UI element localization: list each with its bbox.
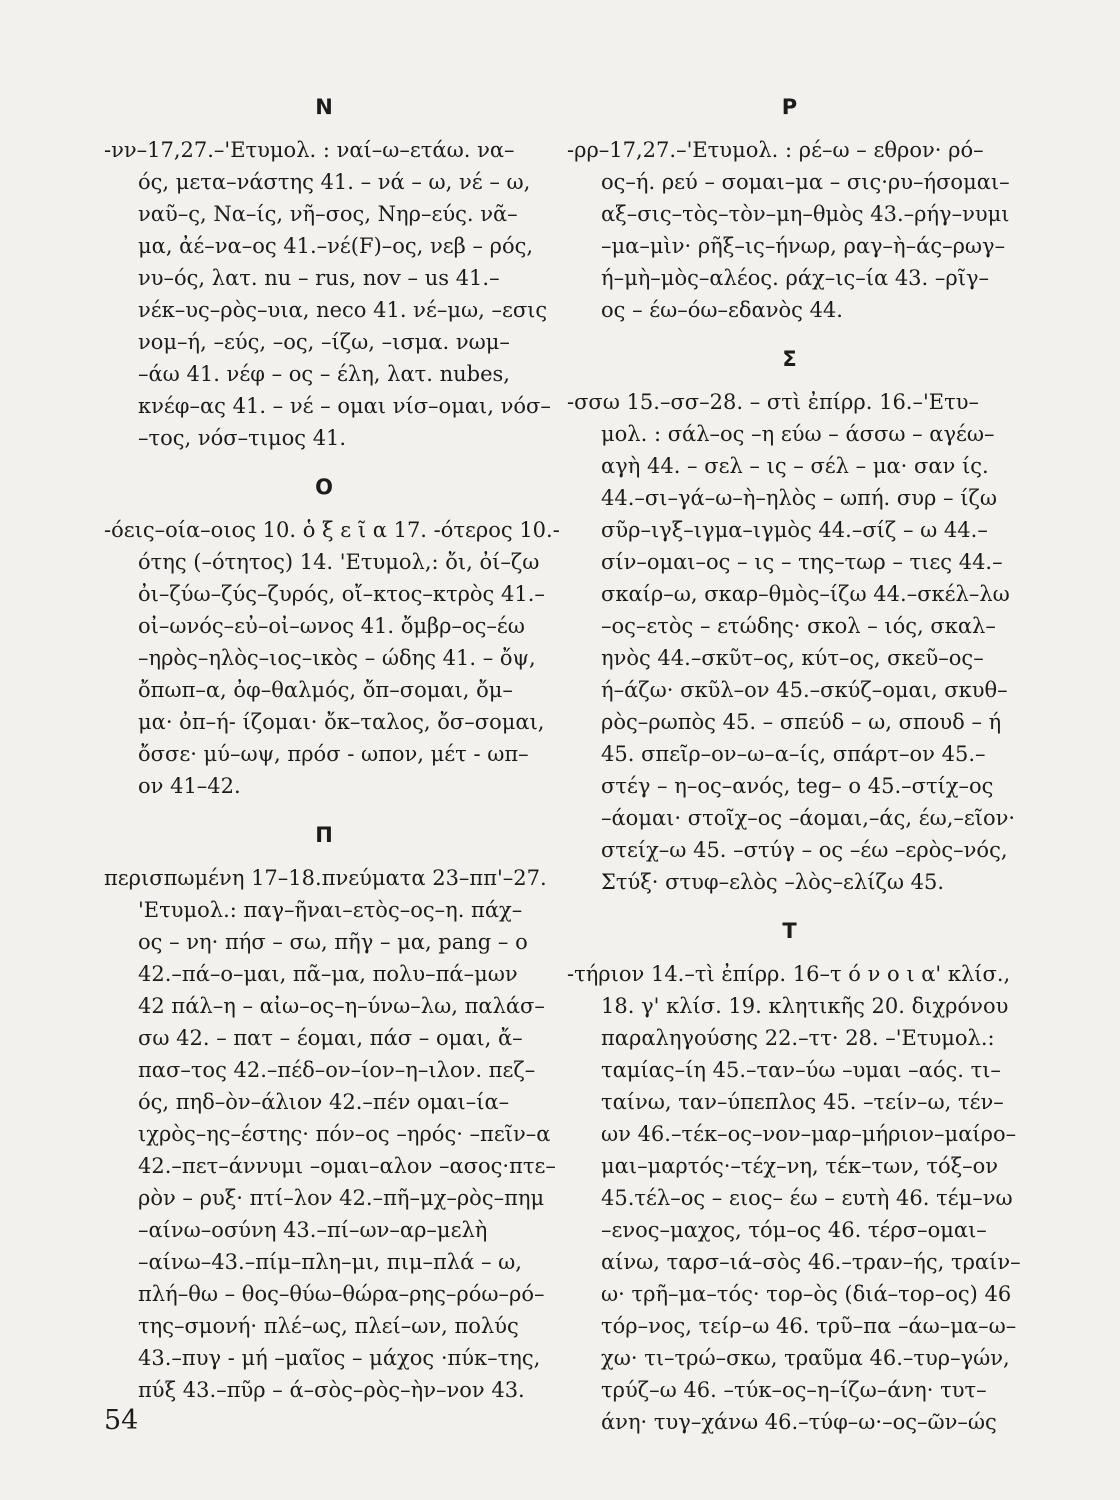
text-line: στέγ – η–ος–ανός, teg– o 45.–στίχ–ος (601, 774, 994, 798)
section-omicron-text (104, 514, 560, 802)
text-line: περισπωμένη 17–18.πνεύματα 23–ππ'–27. (104, 866, 547, 890)
text-line: μα· ὀπ–ή- ίζομαι· ὄκ–ταλος, ὄσ–σομαι, (138, 710, 545, 734)
text-line: -όεις–οία–οιος 10. ὁ ξ ε ῖ α 17. -ότερος 10.- (104, 518, 560, 542)
text-line: 42.–πετ–άννυμι –ομαι–αλον –ασος·πτε– (138, 1154, 556, 1178)
text-line: ος–ή. ρεύ – σομαι–μα – σις·ρυ–ήσομαι– (601, 170, 1010, 194)
text-line: –αίνω–οσύνη 43.–πί–ων–αρ–μελὴ (138, 1218, 488, 1242)
text-line: ὄσσε· μύ–ωψ, πρόσ - ωπον, μέτ - ωπ– (138, 742, 529, 766)
text-line: της–σμονή· πλέ–ως, πλεί–ων, πολύς (138, 1314, 519, 1338)
text-line: πύξ 43.–πῦρ – ά–σὸς–ρὸς–ὴν–νον 43. (138, 1378, 525, 1402)
text-line: ός, πηδ–ὸν–άλιον 42.–πέν ομαι–ία– (138, 1090, 510, 1114)
text-line: –μα–μὶν· ρῆξ–ις–ήνωρ, ραγ–ὴ–άς–ρωγ– (601, 234, 1006, 258)
text-line: κνέφ–ας 41. – νέ – ομαι νίσ–ομαι, νόσ– (138, 394, 551, 418)
text-line: -νν–17,27.–'Ετυμολ. : ναί–ω–ετάω. να– (104, 138, 515, 162)
right-column (567, 92, 1021, 1438)
text-line: ω· τρῆ–μα–τός· τορ–ὸς (διά–τορ–ος) 46 (601, 1282, 1012, 1306)
text-line: πλή–θω – θος–θύω–θώρα–ρης–ρόω–ρό– (138, 1282, 545, 1306)
section-rho-text (567, 134, 1012, 326)
text-line: –ηρὸς–ηλὸς–ιος–ικὸς – ώδης 41. – ὄψ, (138, 646, 536, 670)
text-line: –ενος–μαχος, τόμ–ος 46. τέρσ–ομαι– (601, 1218, 987, 1242)
text-line: σω 42. – πατ – έομαι, πάσ – ομαι, ἄ– (138, 1026, 523, 1050)
text-line: ων 46.–τέκ–ος–νον–μαρ–μήριον–μαίρο– (601, 1122, 1017, 1146)
text-line: ος – νη· πήσ – σω, πῆγ – μα, pang – o (138, 930, 528, 954)
text-line: –ος–ετὸς – ετώδης· σκολ – ιός, σκαλ– (601, 614, 996, 638)
text-line: -τήριον 14.–τὶ ἐπίρρ. 16–τ ό ν ο ι α' κλίσ., (567, 962, 1011, 986)
text-line: –αίνω–43.–πίμ–πλη–μι, πιμ–πλά – ω, (138, 1250, 522, 1274)
text-line: –άω 41. νέφ – ος – έλη, λατ. nubes, (138, 362, 510, 386)
section-tau-text (567, 958, 1021, 1438)
text-line: ταίνω, ταν–ύπεπλος 45. –τείν–ω, τέν– (601, 1090, 1004, 1114)
text-line: ότης (–ότητος) 14. 'Ετυμολ,: ὄι, ὀί–ζω (138, 550, 540, 574)
text-line: οἰ–ωνός–εὐ–οἰ–ωνος 41. ὄμβρ–ος–έω (138, 614, 525, 638)
text-line: Στύξ· στυφ–ελὸς –λὸς–ελίζω 45. (601, 870, 945, 894)
text-line: μολ. : σάλ–ος –η εύω – άσσω – αγέω– (601, 422, 995, 446)
text-line: ή–άζω· σκῦλ–ον 45.–σκύζ–ομαι, σκυθ– (601, 678, 1008, 702)
text-line: ὄπωπ–α, ὀφ–θαλμός, ὄπ–σομαι, ὄμ– (138, 678, 513, 702)
section-pi-text (104, 862, 556, 1406)
text-line: 42 πάλ–η – αἰω–ος–η–ύνω–λω, παλάσ– (138, 994, 545, 1018)
text-line: 45. σπεῖρ–ον–ω–α–ίς, σπάρτ–ον 45.– (601, 742, 986, 766)
text-line: 43.–πυγ - μή –μαῖος – μάχος ·πύκ–της, (138, 1346, 541, 1370)
text-line: ταμίας–ίη 45.–ταν–ύω –υμαι –αός. τι– (601, 1058, 1001, 1082)
left-column (104, 92, 560, 1406)
text-line: –τος, νόσ–τιμος 41. (138, 426, 347, 450)
text-line: ή–μὴ–μὸς–αλέος. ράχ–ις–ία 43. –ρῖγ– (601, 266, 990, 290)
text-line: τρύζ–ω 46. –τύκ–ος–η–ίζω–άνη· τυτ– (601, 1378, 987, 1402)
text-line: -ρρ–17,27.–'Ετυμολ. : ρέ–ω – εθρον· ρό– (567, 138, 984, 162)
text-line: ον 41–42. (138, 774, 241, 798)
text-line: -σσω 15.–σσ–28. – στὶ ἐπίρρ. 16.–'Ετυ– (567, 390, 979, 414)
text-line: μα, ἀέ–να–ος 41.–νέ(F)–ος, νεβ – ρός, (138, 234, 534, 258)
text-line: άνη· τυγ–χάνω 46.–τύφ–ω·–ος–ῶν–ώς (601, 1410, 997, 1434)
text-line: σῦρ–ιγξ–ιγμα–ιγμὸς 44.–σίζ – ω 44.– (601, 518, 988, 542)
section-nu-text (104, 134, 551, 454)
section-heading-omicron: Ο (315, 475, 333, 499)
text-line: πασ–τος 42.–πέδ–ον–ίον–η–ιλον. πεζ– (138, 1058, 536, 1082)
section-heading-pi: Π (315, 823, 333, 847)
text-line: ός, μετα–νάστης 41. – νά – ω, νέ – ω, (138, 170, 531, 194)
text-line: 'Ετυμολ.: παγ–ῆναι–ετὸς–ος–η. πάχ– (138, 898, 523, 922)
text-line: στείχ–ω 45. –στύγ – ος –έω –ερὸς–νός, (601, 838, 1008, 862)
text-line: παραληγούσης 22.–ττ· 28. –'Ετυμολ.: (601, 1026, 995, 1050)
text-line: τόρ–νος, τείρ–ω 46. τρῦ–πα –άω–μα–ω– (601, 1314, 1017, 1338)
page-number: 54 (104, 1405, 139, 1436)
text-line: 18. γ' κλίσ. 19. κλητικῆς 20. διχρόνου (601, 994, 1009, 1018)
text-line: αίνω, ταρσ–ιά–σὸς 46.–τραν–ής, τραίν– (601, 1250, 1021, 1274)
text-line: αξ–σις–τὸς–τὸν–μη–θμὸς 43.–ρήγ–νυμι (601, 202, 1010, 226)
text-line: μαι–μαρτός·–τέχ–νη, τέκ–των, τόξ–ον (601, 1154, 999, 1178)
section-heading-rho: Ρ (781, 95, 798, 119)
text-line: σκαίρ–ω, σκαρ–θμὸς–ίζω 44.–σκέλ–λω (601, 582, 1010, 606)
text-line: χω· τι–τρώ–σκω, τραῦμα 46.–τυρ–γών, (601, 1346, 1010, 1370)
section-heading-sigma: Σ (782, 347, 797, 371)
text-line: νυ–ός, λατ. nu – rus, nov – us 41.– (138, 266, 500, 290)
text-line: αγὴ 44. – σελ – ις – σέλ – μα· σαν ίς. (601, 454, 989, 478)
text-line: νέκ–υς–ρὸς–υια, neco 41. νέ–μω, –εσις (138, 298, 548, 322)
text-line: 45.τέλ–ος – ειος– έω – ευτὴ 46. τέμ–νω (601, 1186, 1013, 1210)
text-line: ηνὸς 44.–σκῦτ–ος, κύτ–ος, σκεῦ–ος– (601, 646, 984, 670)
section-heading-nu: Ν (315, 95, 333, 119)
text-line: –άομαι· στοῖχ–ος –άομαι,–άς, έω,–εῖον· (601, 806, 1016, 830)
text-line: ρὸν – ρυξ· πτί–λον 42.–πῆ–μχ–ρὸς–πημ (138, 1186, 545, 1210)
text-line: ὀι–ζύω–ζύς–ζυρός, οἴ–κτος–κτρὸς 41.– (138, 582, 545, 606)
text-line: ος – έω–όω–εδανὸς 44. (601, 298, 843, 322)
text-line: νομ–ή, –εύς, –ος, –ίζω, –ισμα. νωμ– (138, 330, 510, 354)
section-heading-tau: Τ (782, 919, 797, 943)
text-line: ρὸς–ρωπὸς 45. – σπεύδ – ω, σπουδ – ή (601, 710, 1002, 734)
text-line: ναῦ–ς, Να–ίς, νῆ–σος, Νηρ–εύς. νᾶ– (138, 202, 518, 226)
section-sigma-text (567, 386, 1016, 898)
text-line: 42.–πά–ο–μαι, πᾶ–μα, πολυ–πά–μων (138, 962, 518, 986)
text-line: σίν–ομαι–ος – ις – της–τωρ – τιες 44.– (601, 550, 1003, 574)
text-line: ιχρὸς–ης–έστης· πόν–ος –ηρός· –πεῖν–α (138, 1122, 551, 1146)
text-line: 44.–σι–γά–ω–ὴ–ηλὸς – ωπή. συρ – ίζω (601, 486, 997, 510)
